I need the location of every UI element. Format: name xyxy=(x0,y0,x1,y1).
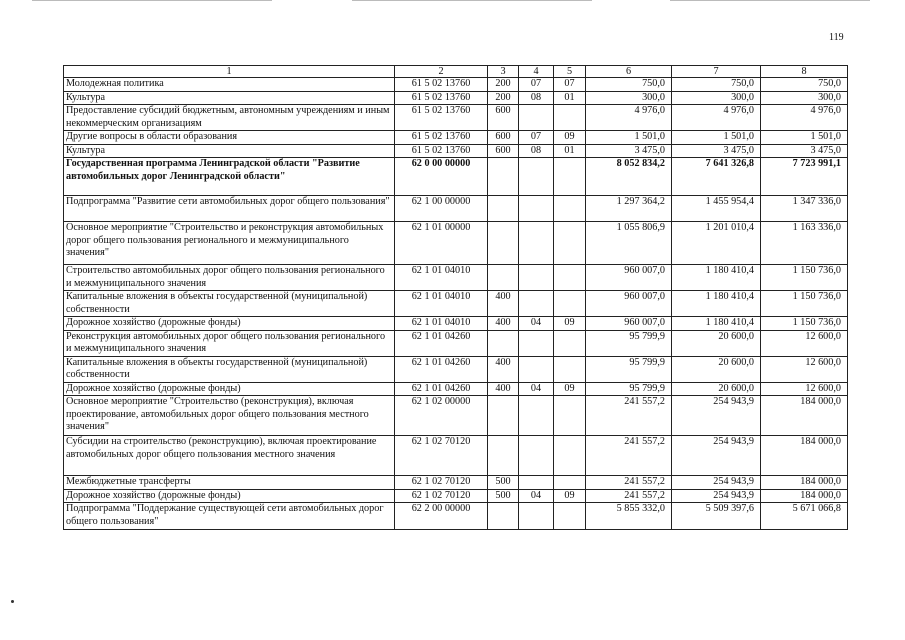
table-row xyxy=(64,131,848,145)
amount-2022-cell: 184 000,0 xyxy=(761,436,848,476)
amount-2021-cell: 1 180 410,4 xyxy=(672,291,761,317)
subsection-cell: 09 xyxy=(554,382,586,396)
expense-type-cell xyxy=(488,396,519,436)
column-number: 6 xyxy=(586,66,672,78)
section-cell: 07 xyxy=(519,78,554,92)
subsection-cell: 07 xyxy=(554,78,586,92)
expense-type-cell: 600 xyxy=(488,105,519,131)
section-cell xyxy=(519,396,554,436)
amount-2022-cell: 4 976,0 xyxy=(761,105,848,131)
row-name-cell: Капитальные вложения в объекты государственной (муниципальной) собственности xyxy=(64,356,395,382)
target-code-cell: 62 1 00 00000 xyxy=(395,196,488,222)
amount-2022-cell: 1 150 736,0 xyxy=(761,265,848,291)
amount-2020-cell: 4 976,0 xyxy=(586,105,672,131)
amount-2021-cell: 1 455 954,4 xyxy=(672,196,761,222)
expense-type-cell: 400 xyxy=(488,317,519,331)
subsection-cell xyxy=(554,222,586,265)
target-code-cell: 62 1 02 00000 xyxy=(395,396,488,436)
amount-2020-cell: 960 007,0 xyxy=(586,317,672,331)
row-name-cell: Межбюджетные трансферты xyxy=(64,476,395,490)
row-name-cell: Капитальные вложения в объекты государственной (муниципальной) собственности xyxy=(64,291,395,317)
expense-type-cell: 400 xyxy=(488,382,519,396)
target-code-cell: 62 1 01 04260 xyxy=(395,382,488,396)
section-cell: 08 xyxy=(519,144,554,158)
target-code-cell: 62 1 02 70120 xyxy=(395,489,488,503)
amount-2022-cell: 1 501,0 xyxy=(761,131,848,145)
table-row xyxy=(64,436,848,476)
amount-2020-cell: 95 799,9 xyxy=(586,356,672,382)
amount-2021-cell: 1 501,0 xyxy=(672,131,761,145)
amount-2021-cell: 1 180 410,4 xyxy=(672,317,761,331)
scan-edge-line xyxy=(352,0,592,1)
table-body xyxy=(64,66,848,530)
row-name-cell: Основное мероприятие "Строительство (реконструкция), включая проектирование, автомобильных дорог общего пользования местного значения" xyxy=(64,396,395,436)
amount-2020-cell: 1 501,0 xyxy=(586,131,672,145)
column-number: 3 xyxy=(488,66,519,78)
column-number: 1 xyxy=(64,66,395,78)
row-name-cell: Другие вопросы в области образования xyxy=(64,131,395,145)
subsection-cell xyxy=(554,436,586,476)
section-cell xyxy=(519,291,554,317)
amount-2022-cell: 12 600,0 xyxy=(761,382,848,396)
target-code-cell: 61 5 02 13760 xyxy=(395,105,488,131)
amount-2022-cell: 7 723 991,1 xyxy=(761,158,848,196)
row-name-cell: Дорожное хозяйство (дорожные фонды) xyxy=(64,317,395,331)
table-row xyxy=(64,144,848,158)
section-cell: 04 xyxy=(519,317,554,331)
amount-2021-cell: 5 509 397,6 xyxy=(672,503,761,530)
expense-type-cell: 200 xyxy=(488,91,519,105)
subsection-cell xyxy=(554,196,586,222)
amount-2022-cell: 184 000,0 xyxy=(761,396,848,436)
subsection-cell xyxy=(554,330,586,356)
table-row xyxy=(64,382,848,396)
column-number: 7 xyxy=(672,66,761,78)
subsection-cell: 09 xyxy=(554,317,586,331)
amount-2021-cell: 20 600,0 xyxy=(672,382,761,396)
row-name-cell: Реконструкция автомобильных дорог общего пользования регионального и межмуниципального значения xyxy=(64,330,395,356)
target-code-cell: 62 1 01 04010 xyxy=(395,265,488,291)
subsection-cell xyxy=(554,265,586,291)
amount-2020-cell: 241 557,2 xyxy=(586,396,672,436)
scan-speck xyxy=(11,600,14,603)
target-code-cell: 62 1 01 04010 xyxy=(395,291,488,317)
subsection-cell: 01 xyxy=(554,144,586,158)
table-row xyxy=(64,330,848,356)
target-code-cell: 61 5 02 13760 xyxy=(395,91,488,105)
table-row xyxy=(64,222,848,265)
amount-2022-cell: 1 150 736,0 xyxy=(761,291,848,317)
section-cell: 08 xyxy=(519,91,554,105)
expense-type-cell xyxy=(488,436,519,476)
amount-2020-cell: 5 855 332,0 xyxy=(586,503,672,530)
section-cell: 07 xyxy=(519,131,554,145)
subsection-cell xyxy=(554,476,586,490)
amount-2021-cell: 4 976,0 xyxy=(672,105,761,131)
expense-type-cell: 500 xyxy=(488,489,519,503)
amount-2020-cell: 95 799,9 xyxy=(586,382,672,396)
amount-2020-cell: 960 007,0 xyxy=(586,265,672,291)
table-row xyxy=(64,91,848,105)
target-code-cell: 62 1 02 70120 xyxy=(395,436,488,476)
amount-2022-cell: 5 671 066,8 xyxy=(761,503,848,530)
subsection-cell xyxy=(554,356,586,382)
amount-2022-cell: 750,0 xyxy=(761,78,848,92)
expense-type-cell xyxy=(488,222,519,265)
column-number: 8 xyxy=(761,66,848,78)
target-code-cell: 62 1 01 04260 xyxy=(395,356,488,382)
section-cell: 04 xyxy=(519,489,554,503)
subsection-cell: 09 xyxy=(554,131,586,145)
section-cell: 04 xyxy=(519,382,554,396)
table-row xyxy=(64,265,848,291)
section-cell xyxy=(519,265,554,291)
amount-2021-cell: 254 943,9 xyxy=(672,436,761,476)
amount-2020-cell: 300,0 xyxy=(586,91,672,105)
subsection-cell xyxy=(554,396,586,436)
expense-type-cell xyxy=(488,196,519,222)
target-code-cell: 62 1 02 70120 xyxy=(395,476,488,490)
section-cell xyxy=(519,330,554,356)
budget-table xyxy=(63,65,848,530)
section-cell xyxy=(519,356,554,382)
scan-edge-line xyxy=(670,0,870,1)
row-name-cell: Субсидии на строительство (реконструкцию), включая проектирование автомобильных дорог общего пользования местного значения xyxy=(64,436,395,476)
amount-2021-cell: 3 475,0 xyxy=(672,144,761,158)
amount-2021-cell: 7 641 326,8 xyxy=(672,158,761,196)
section-cell xyxy=(519,436,554,476)
subsection-cell xyxy=(554,158,586,196)
column-number-row xyxy=(64,66,848,78)
amount-2021-cell: 254 943,9 xyxy=(672,396,761,436)
expense-type-cell: 600 xyxy=(488,131,519,145)
table-row xyxy=(64,317,848,331)
scan-edge-line xyxy=(32,0,272,1)
expense-type-cell: 400 xyxy=(488,291,519,317)
row-name-cell: Дорожное хозяйство (дорожные фонды) xyxy=(64,382,395,396)
table-row xyxy=(64,396,848,436)
column-number: 5 xyxy=(554,66,586,78)
row-name-cell: Государственная программа Ленинградской области "Развитие автомобильных дорог Ленинградской области" xyxy=(64,158,395,196)
target-code-cell: 62 1 01 04010 xyxy=(395,317,488,331)
subsection-cell xyxy=(554,105,586,131)
target-code-cell: 62 0 00 00000 xyxy=(395,158,488,196)
amount-2021-cell: 20 600,0 xyxy=(672,356,761,382)
row-name-cell: Подпрограмма "Поддержание существующей сети автомобильных дорог общего пользования" xyxy=(64,503,395,530)
amount-2021-cell: 1 201 010,4 xyxy=(672,222,761,265)
amount-2022-cell: 12 600,0 xyxy=(761,356,848,382)
amount-2020-cell: 3 475,0 xyxy=(586,144,672,158)
row-name-cell: Молодежная политика xyxy=(64,78,395,92)
subsection-cell xyxy=(554,291,586,317)
expense-type-cell: 400 xyxy=(488,356,519,382)
expense-type-cell xyxy=(488,503,519,530)
row-name-cell: Культура xyxy=(64,144,395,158)
subsection-cell: 09 xyxy=(554,489,586,503)
target-code-cell: 61 5 02 13760 xyxy=(395,78,488,92)
section-cell xyxy=(519,158,554,196)
row-name-cell: Подпрограмма "Развитие сети автомобильных дорог общего пользования" xyxy=(64,196,395,222)
target-code-cell: 62 1 01 04260 xyxy=(395,330,488,356)
expense-type-cell: 600 xyxy=(488,144,519,158)
page-number: 119 xyxy=(829,32,844,43)
expense-type-cell xyxy=(488,158,519,196)
amount-2021-cell: 20 600,0 xyxy=(672,330,761,356)
target-code-cell: 61 5 02 13760 xyxy=(395,131,488,145)
expense-type-cell: 200 xyxy=(488,78,519,92)
amount-2020-cell: 241 557,2 xyxy=(586,489,672,503)
row-name-cell: Строительство автомобильных дорог общего пользования регионального и межмуниципального значения xyxy=(64,265,395,291)
table-row xyxy=(64,291,848,317)
section-cell xyxy=(519,503,554,530)
target-code-cell: 62 1 01 00000 xyxy=(395,222,488,265)
amount-2020-cell: 8 052 834,2 xyxy=(586,158,672,196)
expense-type-cell xyxy=(488,265,519,291)
target-code-cell: 62 2 00 00000 xyxy=(395,503,488,530)
amount-2021-cell: 1 180 410,4 xyxy=(672,265,761,291)
amount-2022-cell: 1 347 336,0 xyxy=(761,196,848,222)
expense-type-cell: 500 xyxy=(488,476,519,490)
amount-2020-cell: 1 055 806,9 xyxy=(586,222,672,265)
amount-2021-cell: 254 943,9 xyxy=(672,489,761,503)
column-number: 2 xyxy=(395,66,488,78)
table-row xyxy=(64,196,848,222)
amount-2020-cell: 241 557,2 xyxy=(586,476,672,490)
amount-2021-cell: 750,0 xyxy=(672,78,761,92)
subsection-cell xyxy=(554,503,586,530)
table-row xyxy=(64,158,848,196)
row-name-cell: Культура xyxy=(64,91,395,105)
row-name-cell: Основное мероприятие "Строительство и реконструкция автомобильных дорог общего пользования регионального и межмуниципального значения" xyxy=(64,222,395,265)
amount-2022-cell: 300,0 xyxy=(761,91,848,105)
amount-2022-cell: 184 000,0 xyxy=(761,476,848,490)
amount-2020-cell: 1 297 364,2 xyxy=(586,196,672,222)
subsection-cell: 01 xyxy=(554,91,586,105)
column-number: 4 xyxy=(519,66,554,78)
table-row xyxy=(64,78,848,92)
table-row xyxy=(64,476,848,490)
amount-2020-cell: 95 799,9 xyxy=(586,330,672,356)
amount-2020-cell: 750,0 xyxy=(586,78,672,92)
section-cell xyxy=(519,476,554,490)
amount-2022-cell: 1 150 736,0 xyxy=(761,317,848,331)
table-row xyxy=(64,503,848,530)
table-row xyxy=(64,105,848,131)
amount-2022-cell: 1 163 336,0 xyxy=(761,222,848,265)
amount-2020-cell: 960 007,0 xyxy=(586,291,672,317)
amount-2020-cell: 241 557,2 xyxy=(586,436,672,476)
amount-2022-cell: 3 475,0 xyxy=(761,144,848,158)
target-code-cell: 61 5 02 13760 xyxy=(395,144,488,158)
section-cell xyxy=(519,222,554,265)
section-cell xyxy=(519,105,554,131)
table-row xyxy=(64,356,848,382)
amount-2021-cell: 254 943,9 xyxy=(672,476,761,490)
amount-2021-cell: 300,0 xyxy=(672,91,761,105)
expense-type-cell xyxy=(488,330,519,356)
amount-2022-cell: 12 600,0 xyxy=(761,330,848,356)
row-name-cell: Предоставление субсидий бюджетным, автономным учреждениям и иным некоммерческим организациям xyxy=(64,105,395,131)
amount-2022-cell: 184 000,0 xyxy=(761,489,848,503)
row-name-cell: Дорожное хозяйство (дорожные фонды) xyxy=(64,489,395,503)
section-cell xyxy=(519,196,554,222)
table-row xyxy=(64,489,848,503)
